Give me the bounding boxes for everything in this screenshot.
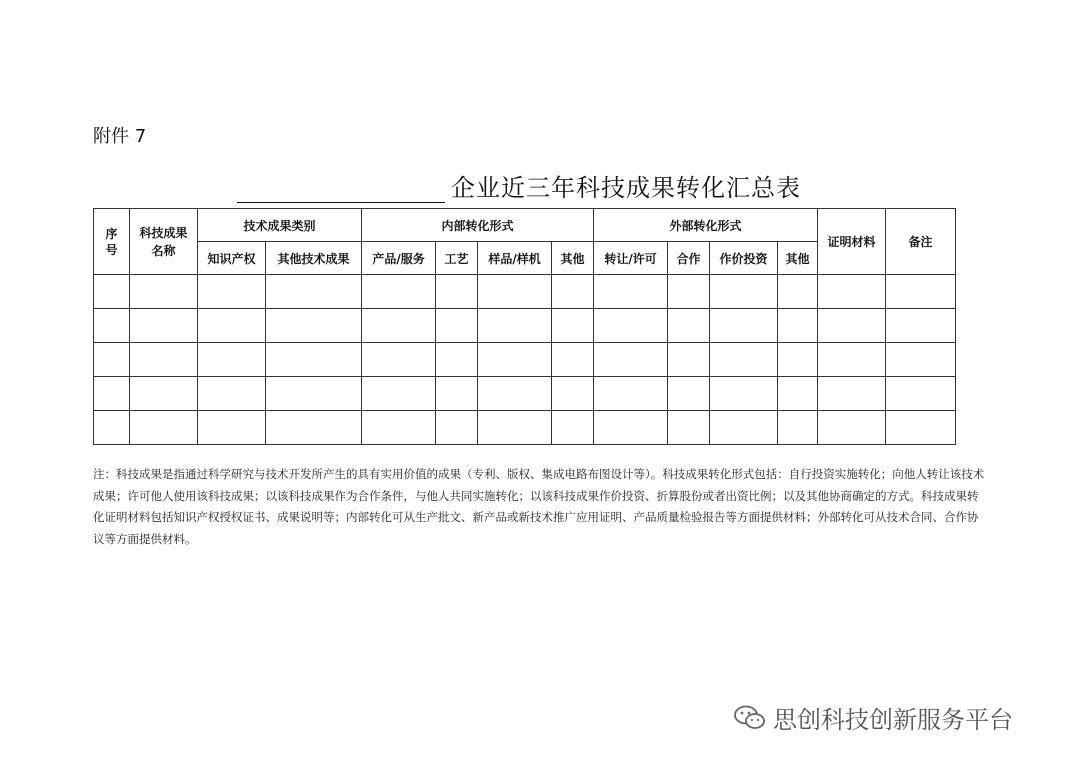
company-name-blank [237,172,445,203]
table-row [94,309,956,343]
header-category: 技术成果类别 [198,209,362,242]
title-row [237,172,801,203]
header-internal: 内部转化形式 [362,209,594,242]
summary-table [93,208,956,445]
subheader-investment: 作价投资 [710,242,778,275]
subheader-process: 工艺 [436,242,478,275]
header-row-1 [94,209,956,242]
header-remark: 备注 [886,209,956,275]
subheader-cooperation: 合作 [668,242,710,275]
page-title: 企业近三年科技成果转化汇总表 [451,174,801,202]
subheader-product-service: 产品/服务 [362,242,436,275]
watermark [733,700,1013,735]
table-row [94,411,956,445]
subheader-sample: 样品/样机 [478,242,552,275]
header-proof: 证明材料 [818,209,886,275]
header-external: 外部转化形式 [594,209,818,242]
table-row [94,343,956,377]
footnote: 注：科技成果是指通过科学研究与技术开发所产生的具有实用价值的成果（专利、版权、集成电路布图设计等）。科技成果转化形式包括：自行投资实施转化；向他人转让该技术成果；许可他人使用该科技成果；以该科技成果作为合作条件，与他人共同实施转化；以该科技成果作价投资、折算股份或者出资比例；以及其他协商确定的方式。科技成果转化证明材料包括知识产权授权证书、成果说明等；内部转化可从生产批文、新产品或新技术推广应用证明、产品质量检验报告等方面提供材料；外部转化可从技术合同、合作协议等方面提供材料。 [93,467,985,546]
table-row [94,275,956,309]
attachment-label: 附件 7 [93,126,147,147]
subheader-external-other: 其他 [778,242,818,275]
table-row [94,377,956,411]
subheader-other-tech: 其他技术成果 [266,242,362,275]
subheader-transfer-license: 转让/许可 [594,242,668,275]
wechat-icon [733,704,767,732]
watermark-text: 思创科技创新服务平台 [773,706,1013,734]
header-name: 科技成果名称 [130,209,198,275]
header-seq: 序号 [94,209,130,275]
subheader-ip: 知识产权 [198,242,266,275]
subheader-internal-other: 其他 [552,242,594,275]
